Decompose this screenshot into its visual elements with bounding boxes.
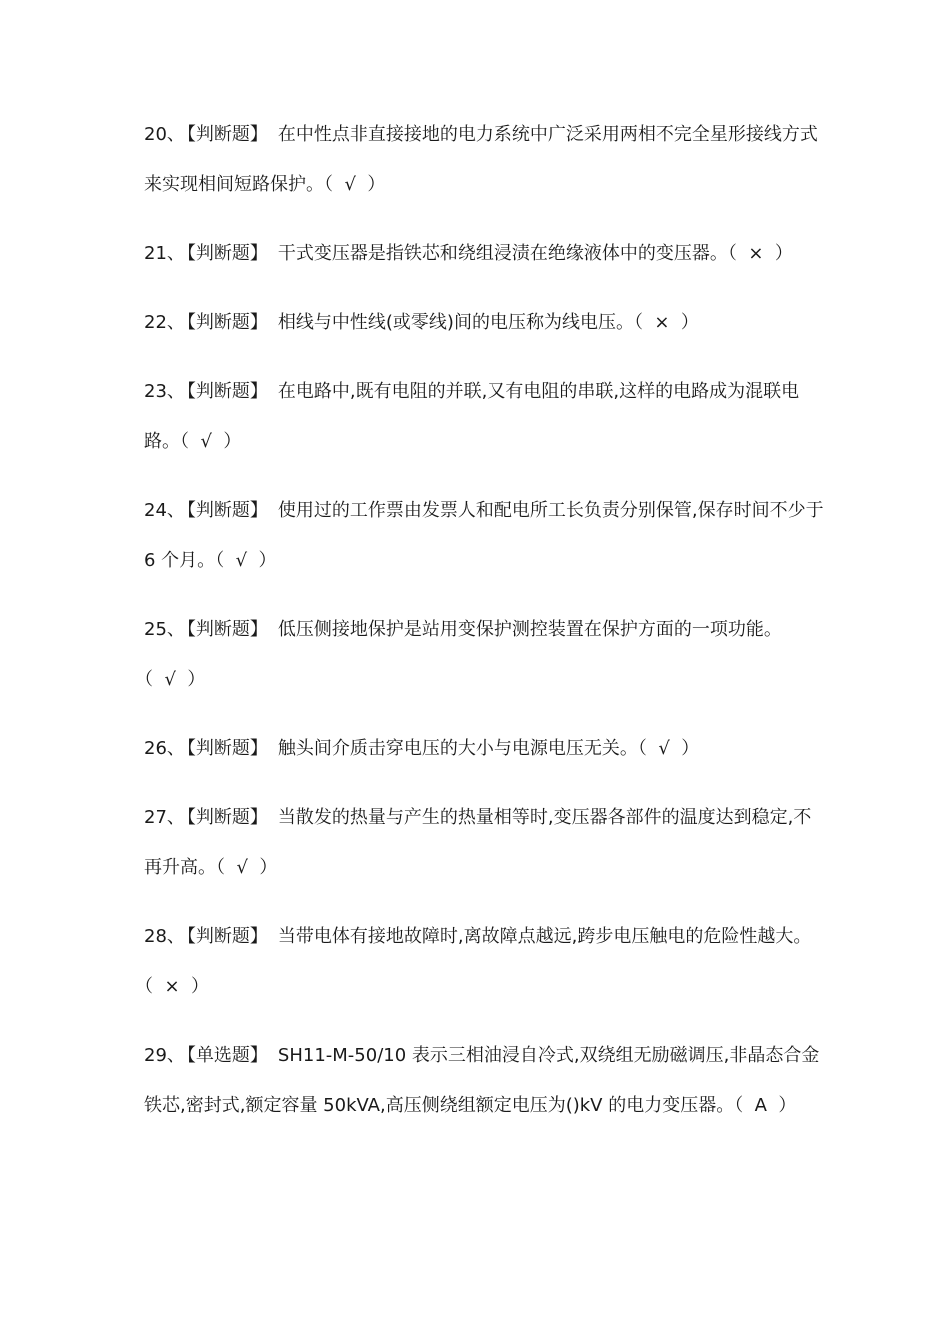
question-type: 【判断题】 (186, 312, 268, 333)
question-answer: （ √ ） (216, 857, 278, 878)
question-item (144, 110, 824, 210)
question-text: 低压侧接地保护是站用变保护测控装置在保护方面的一项功能。 (277, 619, 782, 640)
question-item (144, 912, 824, 1012)
question-text: 触头间介质击穿电压的大小与电源电压无关。 (277, 738, 638, 759)
question-type: 【单选题】 (186, 1045, 268, 1066)
question-item (144, 1031, 824, 1131)
question-item (144, 724, 824, 774)
question-number: 24、 (144, 500, 185, 521)
question-type: 【判断题】 (186, 619, 268, 640)
question-answer: （ × ） (144, 976, 209, 997)
question-text: 使用过的工作票由发票人和配电所工长负责分别保管,保存时间不少于 6 个月。 (144, 500, 824, 571)
question-answer: （ √ ） (215, 550, 277, 571)
question-text: 在电路中,既有电阻的并联,又有电阻的串联,这样的电路成为混联电路。 (144, 381, 800, 452)
question-answer: （ × ） (633, 312, 699, 333)
question-number: 28、 (144, 926, 185, 947)
question-type: 【判断题】 (186, 926, 268, 947)
question-type: 【判断题】 (186, 807, 268, 828)
question-number: 20、 (144, 124, 185, 145)
question-type: 【判断题】 (186, 738, 268, 759)
question-item (144, 793, 824, 893)
question-number: 21、 (144, 243, 185, 264)
question-text: 当散发的热量与产生的热量相等时,变压器各部件的温度达到稳定,不再升高。 (144, 807, 812, 878)
question-answer: （ √ ） (144, 669, 206, 690)
question-number: 22、 (144, 312, 185, 333)
question-text: SH11-M-50/10 表示三相油浸自冷式,双绕组无励磁调压,非晶态合金铁芯,密封式,额定容量 50kVA,高压侧绕组额定电压为()kV 的电力变压器。 (144, 1045, 820, 1116)
question-answer: （ × ） (727, 243, 793, 264)
question-item (144, 605, 824, 705)
question-type: 【判断题】 (186, 381, 268, 402)
question-type: 【判断题】 (186, 243, 268, 264)
question-answer: （ √ ） (637, 738, 700, 759)
question-answer: （ A ） (734, 1095, 797, 1116)
question-item (144, 298, 824, 348)
question-number: 26、 (144, 738, 185, 759)
question-number: 25、 (144, 619, 185, 640)
question-text: 干式变压器是指铁芯和绕组浸渍在绝缘液体中的变压器。 (277, 243, 728, 264)
question-item (144, 367, 824, 467)
question-number: 27、 (144, 807, 185, 828)
question-type: 【判断题】 (186, 500, 268, 521)
question-answer: （ √ ） (324, 174, 386, 195)
question-item (144, 229, 824, 279)
question-number: 29、 (144, 1045, 185, 1066)
question-item (144, 486, 824, 586)
question-number: 23、 (144, 381, 185, 402)
question-text: 在中性点非直接接地的电力系统中广泛采用两相不完全星形接线方式来实现相间短路保护。 (144, 124, 818, 195)
question-type: 【判断题】 (186, 124, 268, 145)
question-text: 相线与中性线(或零线)间的电压称为线电压。 (277, 312, 634, 333)
question-text: 当带电体有接地故障时,离故障点越远,跨步电压触电的危险性越大。 (277, 926, 812, 947)
question-answer: （ √ ） (180, 431, 242, 452)
question-list (144, 110, 824, 1150)
